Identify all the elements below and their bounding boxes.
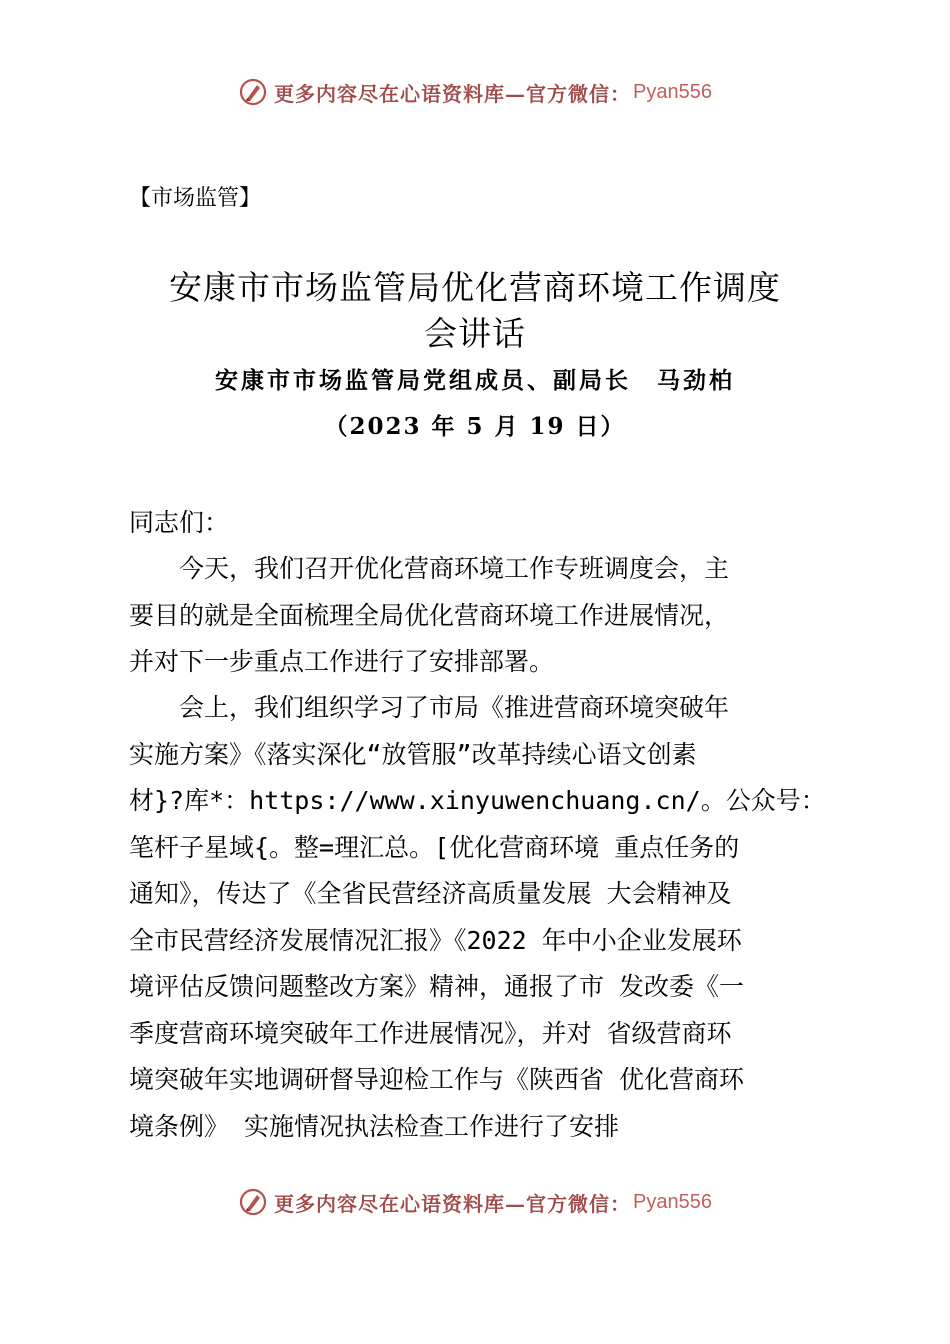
- paragraph-line: 季度营商环境突破年工作进展情况》，并对 省级营商环: [129, 1018, 732, 1048]
- header-watermark-banner: [0, 72, 950, 112]
- banner-wechat-id: Pyan556: [633, 1190, 712, 1213]
- banner-text: 更多内容尽在心语资料库—官方微信：: [274, 81, 632, 106]
- paragraph-line: 境条例》 实施情况执法检查工作进行了安排: [129, 1111, 620, 1141]
- paragraph-1: [129, 546, 829, 686]
- document-title-line-2: 会讲话: [424, 314, 526, 353]
- document-title-line-1: 安康市市场监管局优化营商环境工作调度: [169, 268, 781, 307]
- footer-watermark-banner: [0, 1182, 950, 1222]
- fountain-pen-logo-icon: [238, 77, 268, 107]
- paragraph-line: 并对下一步重点工作进行了安排部署。: [129, 647, 555, 676]
- paragraph-line: 今天，我们召开优化营商环境工作专班调度会，主: [129, 554, 730, 583]
- paragraph-2: [129, 685, 829, 1150]
- salutation: 同志们：: [129, 508, 230, 537]
- paragraph-line: 境突破年实地调研督导迎检工作与《陕西省 优化营商环: [129, 1065, 745, 1094]
- author-line: 安康市市场监管局党组成员、副局长 马劲柏: [215, 367, 735, 394]
- date-line: （2023 年 5 月 19 日）: [324, 413, 626, 440]
- paragraph-line: 通知》，传达了《全省民营经济高质量发展 大会精神及: [129, 879, 732, 908]
- banner-wechat-id: Pyan556: [633, 80, 712, 103]
- fountain-pen-logo-icon: [238, 1187, 268, 1217]
- paragraph-line: 笔杆子星域{。整=理汇总。[优化营商环境 重点任务的: [129, 832, 740, 862]
- paragraph-line: 实施方案》《落实深化“放管服”改革持续心语文创素: [129, 739, 697, 769]
- category-label: 【市场监管】: [129, 186, 262, 211]
- paragraph-line: 材}?库*：https://www.xinyuwenchuang.cn/。公众号：: [129, 786, 826, 815]
- paragraph-line: 全市民营经济发展情况汇报》《2022 年中小企业发展环: [129, 925, 742, 955]
- paragraph-line: 要目的就是全面梳理全局优化营商环境工作进展情况，: [129, 600, 730, 630]
- paragraph-line: 境评估反馈问题整改方案》精神，通报了市 发改委《一: [129, 972, 745, 1001]
- paragraph-line: 会上，我们组织学习了市局《推进营商环境突破年: [129, 693, 730, 722]
- banner-text: 更多内容尽在心语资料库—官方微信：: [274, 1191, 632, 1216]
